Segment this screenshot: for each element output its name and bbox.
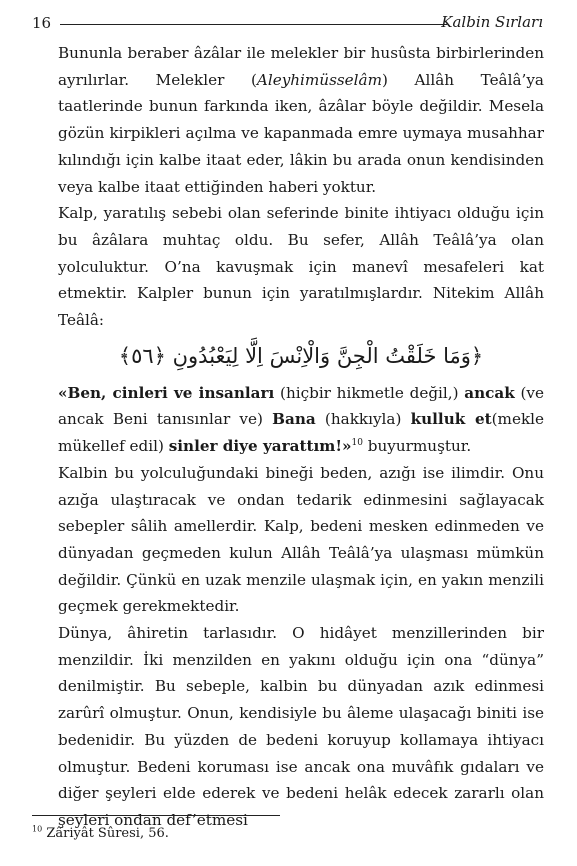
body-text [58, 40, 544, 834]
paragraph-4: Kalbin bu yolculuğundaki bineği beden, azığı ise ilimdir. Onu azığa ulaştıracak ve ondan tedarik edinmesini sağlayacak sebepler sâlih amellerdir. Kalp, bedeni mesken edinmeden ve dünyadan geçmeden kulun Allâh Teâlâ’ya ulaşması mümkün değildir. Çünkü en uzak menzile ulaşmak için, en yakın menzili geçmek gerekmektedir. [58, 463, 544, 616]
paragraph-1-text-a: Bununla beraber âzâlar ile melekler bir husûsta birbirlerinden ayrılırlar. Melekler ( [58, 44, 544, 89]
quran-verse: ﴿وَمَا خَلَقْتُ الْجِنَّ وَالْاِنْسَ اِلَّا لِيَعْبُدُونِ ﴿٥٦﴾ [118, 343, 484, 368]
footnote-marker: 10 [32, 824, 43, 834]
p3-bold-4: kulluk et [410, 410, 492, 429]
page-header [32, 10, 543, 34]
footnote-reference: 10 [351, 438, 363, 449]
running-title: Kalbin Sırları [441, 13, 543, 31]
p3-text-1: (hiçbir hikmetle değil,) [274, 383, 465, 402]
paragraph-1-italic: Aleyhimüsselâm [256, 70, 382, 89]
p3-bold-3: Bana [272, 410, 316, 429]
p3-text-3: (hakkıyla) [315, 410, 411, 429]
paragraph-3 [58, 380, 544, 460]
p3-text-2: (ve ancak Beni tanısınlar ve) [58, 383, 544, 429]
p3-text-5: buyurmuştur. [362, 437, 472, 456]
p3-bold-2: ancak [464, 383, 515, 402]
paragraph-5: Dünya, âhiretin tarlasıdır. O hidâyet menzillerinden bir menzildir. İki menzilden en yakını olduğu için ona “dünya” denilmiştir. Bu sebeple, kalbin bu dünyadan azık edinmesi zarûrî olmuştur. Onun, kendisiyle bu âleme ulaşacağı biniti ise bedenidir. Bu yüzden de bedeni koruyup kollamaya ihtiyacı olmuştur. Bedeni koruması ise ancak ona muvâfık gıdaları ve diğer şeyleri elde ederek ve bedeni helâk edecek zararlı olan şeyleri ondan def’etmesi [58, 624, 544, 829]
p3-bold-5: sinler diye yarattım!» [168, 437, 352, 456]
header-rule [60, 24, 447, 25]
paragraph-1-text-b: ) Allâh Teâlâ’ya taatlerinde bunun farkında iken, âzâlar böyle değildir. Mesela gözün kirpikleri açılma ve kapanmada emre uymaya musahhar kılındığı için kalbe itaat eder, lâkin bu arada onun kendisinden veya kalbe itaat ettiğinden haberi yoktur. [58, 70, 544, 196]
footnote [32, 826, 169, 842]
paragraph-1 [58, 40, 544, 200]
footnote-rule [32, 815, 280, 816]
paragraph-2: Kalp, yaratılış sebebi olan seferinde binite ihtiyacı olduğu için bu âzâlara muhtaç oldu. Bu sefer, Allâh Teâlâ’ya olan yolculuktur. O’na kavuşmak için manevî mesafeleri kat etmektir. Kalpler bunun için yaratılmışlardır. Nitekim Allâh Teâlâ: [58, 204, 544, 330]
footnote-text: Zâriyât Sûresi, 56. [42, 826, 169, 841]
p3-text-4: (mekle mükellef edil) [58, 410, 544, 456]
p3-bold-1: «Ben, cinleri ve insanları [58, 383, 275, 402]
page-number: 16 [32, 14, 52, 32]
